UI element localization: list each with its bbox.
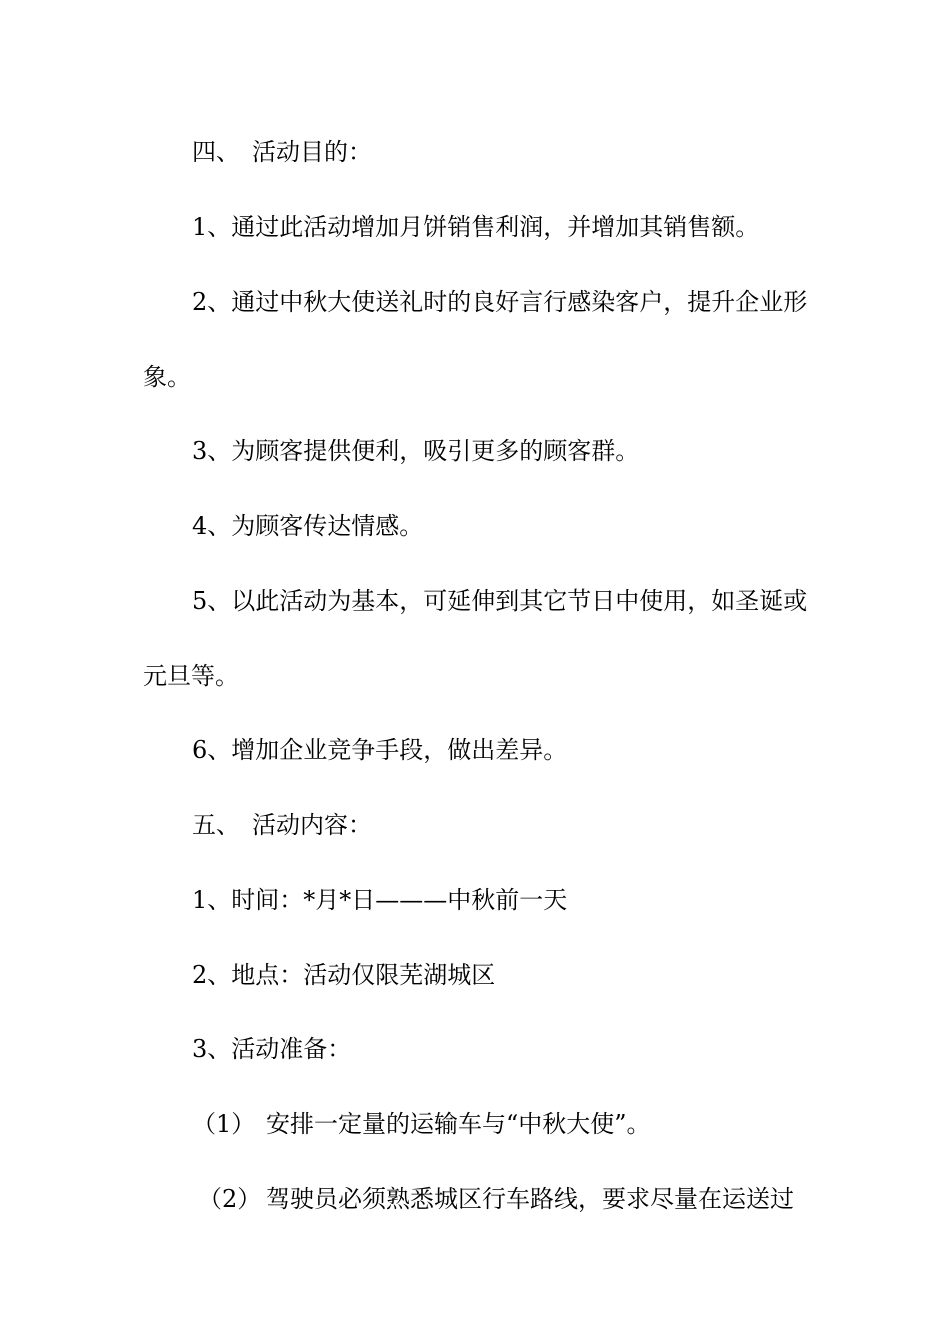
paragraph: 2、地点：活动仅限芜湖城区 [192, 961, 496, 989]
list-item-text: 安排一定量的运输车与“中秋大使”。 [266, 1110, 651, 1138]
paragraph: 5、以此活动为基本，可延伸到其它节日中使用，如圣诞或 [192, 587, 808, 615]
section-heading-4 [0, 137, 950, 167]
section-title: 活动内容： [252, 811, 372, 839]
section-heading-5 [0, 810, 950, 840]
section-number: 四、 [192, 138, 240, 166]
section-number: 五、 [192, 811, 240, 839]
paragraph: 6、增加企业竞争手段，做出差异。 [192, 736, 568, 764]
paragraph: 3、活动准备： [192, 1035, 352, 1063]
paragraph-continuation: 元旦等。 [143, 662, 239, 690]
list-marker: （1） [192, 1110, 256, 1138]
paragraph: 1、时间：*月*日———中秋前一天 [192, 886, 568, 914]
list-marker: （2） [198, 1185, 262, 1213]
paragraph: 1、通过此活动增加月饼销售利润，并增加其销售额。 [192, 213, 760, 241]
list-item [0, 1184, 950, 1214]
paragraph-continuation: 象。 [143, 363, 191, 391]
paragraph: 3、为顾客提供便利，吸引更多的顾客群。 [192, 437, 640, 465]
paragraph: 2、通过中秋大使送礼时的良好言行感染客户，提升企业形 [192, 288, 808, 316]
section-title: 活动目的： [252, 138, 372, 166]
list-item [0, 1109, 950, 1139]
list-item-text: 驾驶员必须熟悉城区行车路线，要求尽量在运送过 [266, 1185, 794, 1213]
paragraph: 4、为顾客传达情感。 [192, 512, 424, 540]
